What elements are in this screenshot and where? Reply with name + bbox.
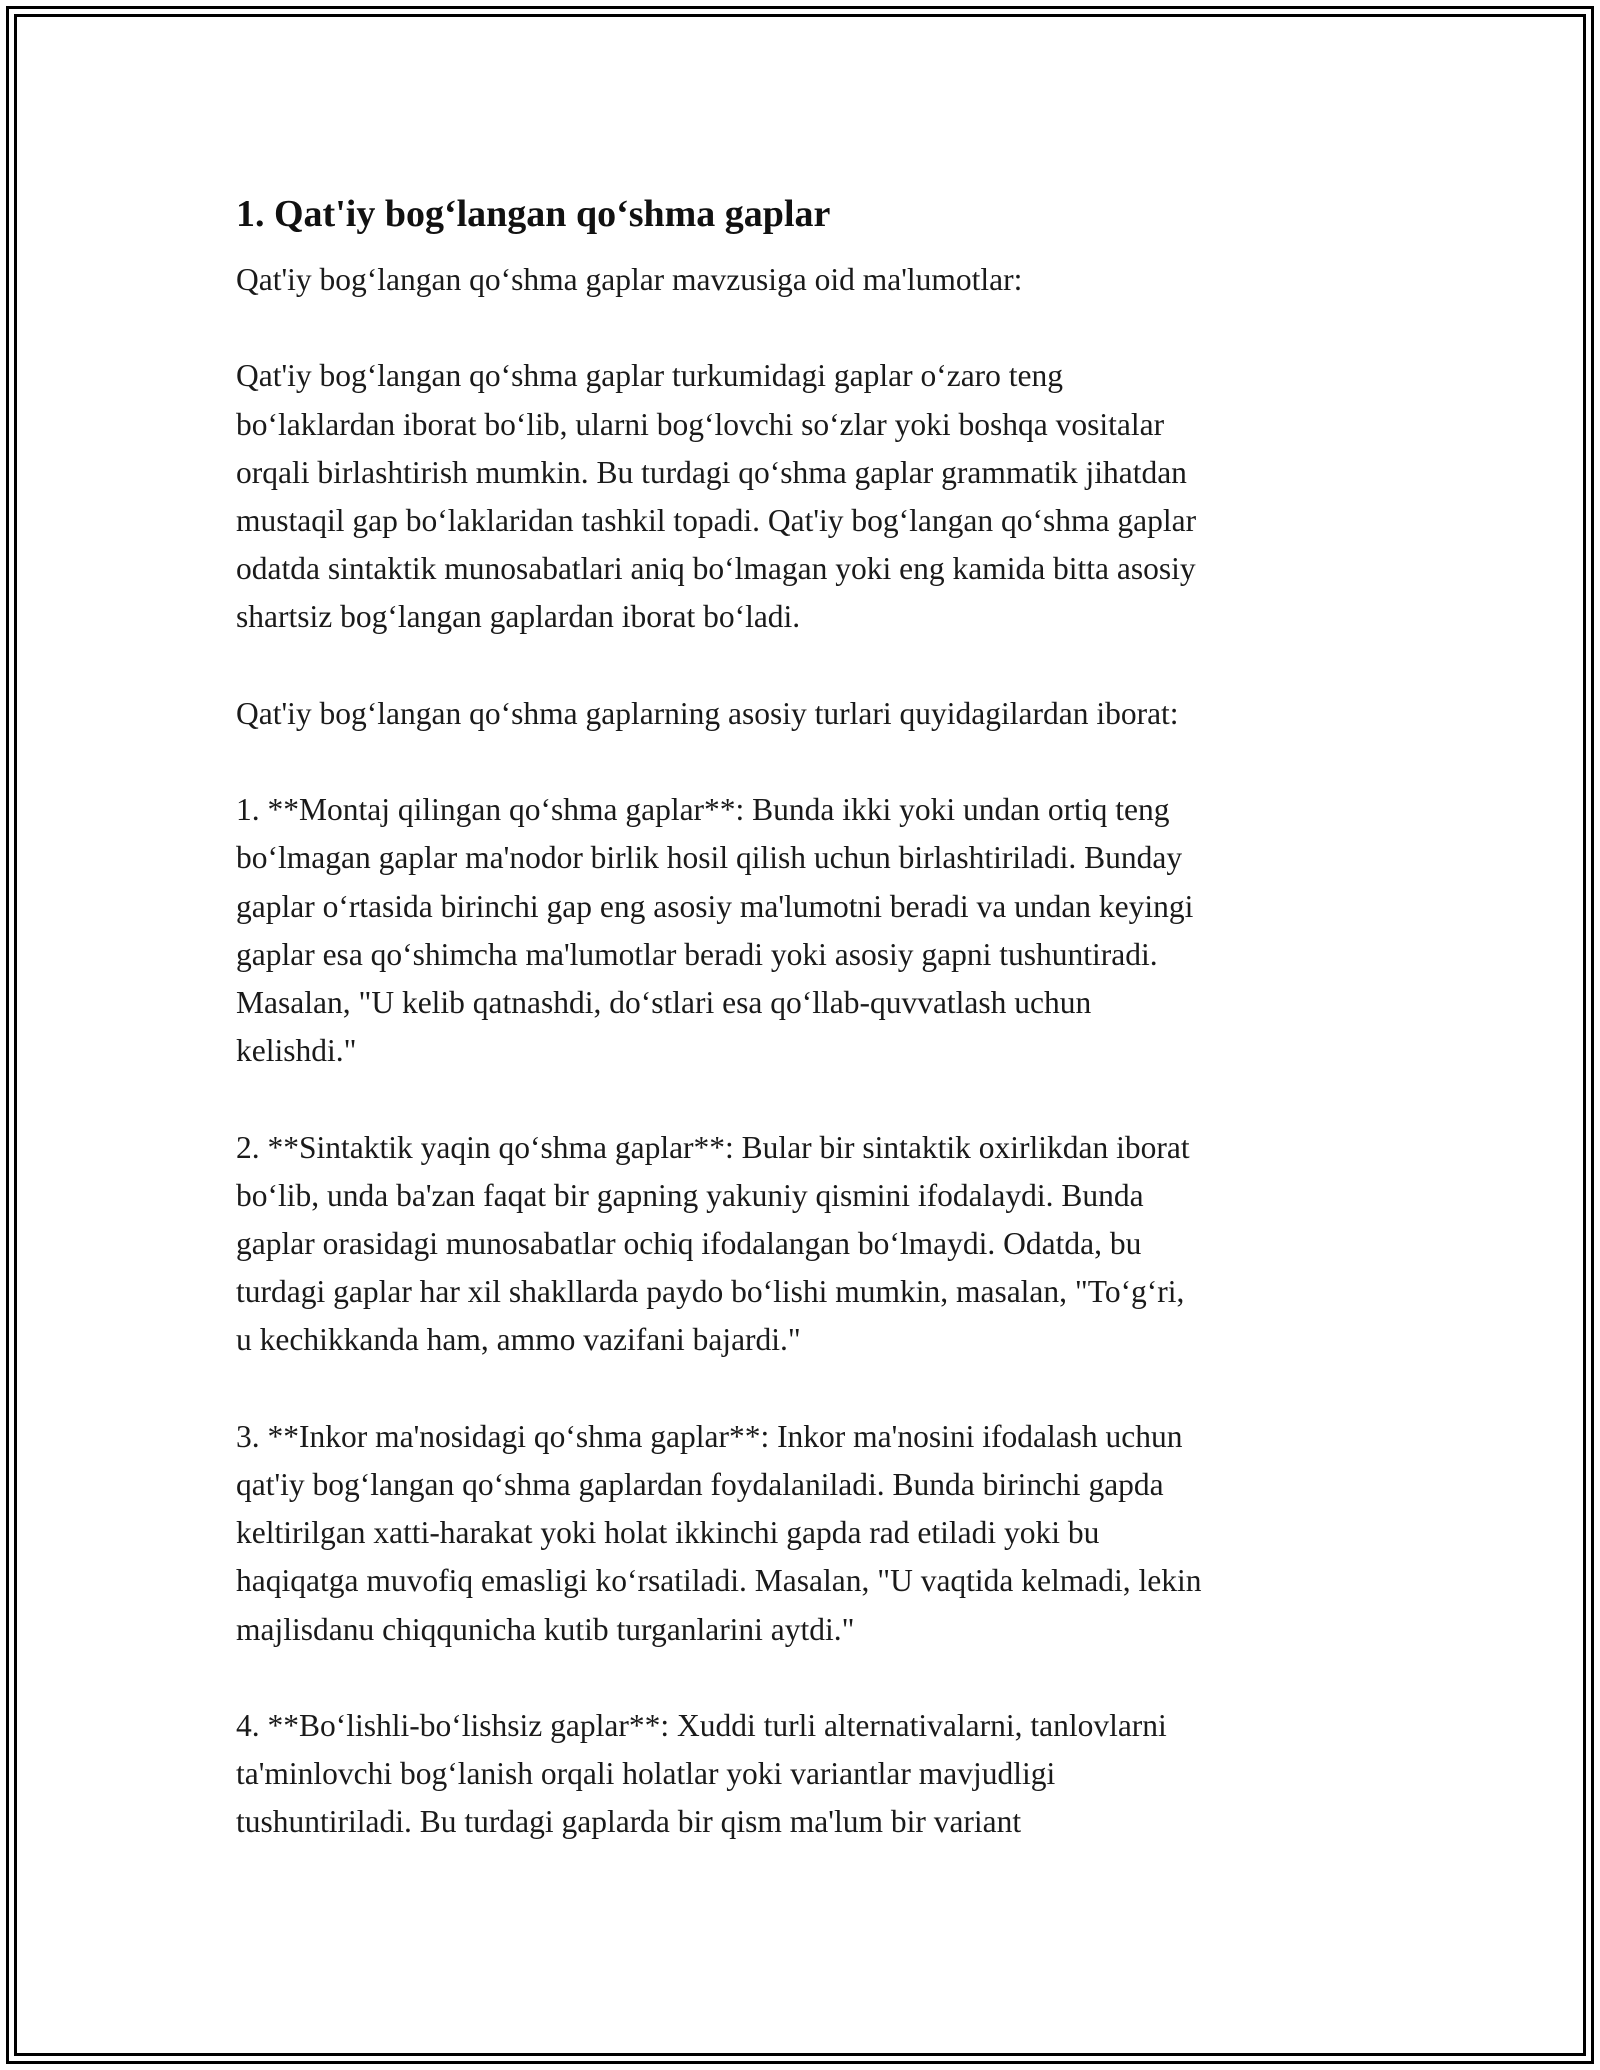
intro-paragraph: Qat'iy bog‘langan qo‘shma gaplar mavzusiga oid ma'lumotlar: [236, 262, 1023, 297]
list-item-1: 1. **Montaj qilingan qo‘shma gaplar**: Bunda ikki yoki undan ortiq teng bo‘lmagan gaplar ma'nodor birlik hosil qilish uchun birlashtiriladi. Bunday gaplar o‘rtasida birinchi gap eng asosiy ma'lumotni beradi va undan keyingi gaplar esa qo‘shimcha ma'lumotlar beradi yoki asosiy gapni tushuntiradi. Masalan, "U kelib qatnashdi, do‘stlari esa qo‘llab-quvvatlash uchun kelishdi." [236, 792, 1194, 1069]
document-body [236, 186, 1376, 1847]
list-item-3: 3. **Inkor ma'nosidagi qo‘shma gaplar**: Inkor ma'nosini ifodalash uchun qat'iy bog‘langan qo‘shma gaplardan foydalaniladi. Bunda birinchi gapda keltirilgan xatti-harakat yoki holat ikkinchi gapda rad etiladi yoki bu haqiqatga muvofiq emasligi ko‘rsatiladi. Masalan, "U vaqtida kelmadi, lekin majlisdanu chiqqunicha kutib turganlarini aytdi." [236, 1418, 1202, 1647]
types-intro-paragraph: Qat'iy bog‘langan qo‘shma gaplarning asosiy turlari quyidagilardan iborat: [236, 695, 1179, 731]
definition-paragraph: Qat'iy bog‘langan qo‘shma gaplar turkumidagi gaplar o‘zaro teng bo‘laklardan iborat bo‘lib, ularni bog‘lovchi so‘zlar yoki boshqa vositalar orqali birlashtirish mumkin. Bu turdagi qo‘shma gaplar grammatik jihatdan mustaqil gap bo‘laklaridan tashkil topadi. Qat'iy bog‘langan qo‘shma gaplar odatda sintaktik munosabatlari aniq bo‘lmagan yoki eng kamida bitta asosiy shartsiz bog‘langan gaplardan iborat bo‘ladi. [236, 358, 1197, 635]
page-title: 1. Qat'iy bog‘langan qo‘shma gaplar [236, 193, 831, 235]
list-item-4: 4. **Bo‘lishli-bo‘lishsiz gaplar**: Xuddi turli alternativalarni, tanlovlarni ta'minlovchi bog‘lanish orqali holatlar yoki variantlar mavjudligi tushuntiriladi. Bu turdagi gaplarda bir qism ma'lum bir variant [236, 1708, 1167, 1840]
list-item-2: 2. **Sintaktik yaqin qo‘shma gaplar**: Bular bir sintaktik oxirlikdan iborat bo‘lib, unda ba'zan faqat bir gapning yakuniy qismini ifodalaydi. Bunda gaplar orasidagi munosabatlar ochiq ifodalangan bo‘lmaydi. Odatda, bu turdagi gaplar har xil shakllarda paydo bo‘lishi mumkin, masalan, "To‘g‘ri, u kechikkanda ham, ammo vazifani bajardi." [236, 1129, 1190, 1358]
